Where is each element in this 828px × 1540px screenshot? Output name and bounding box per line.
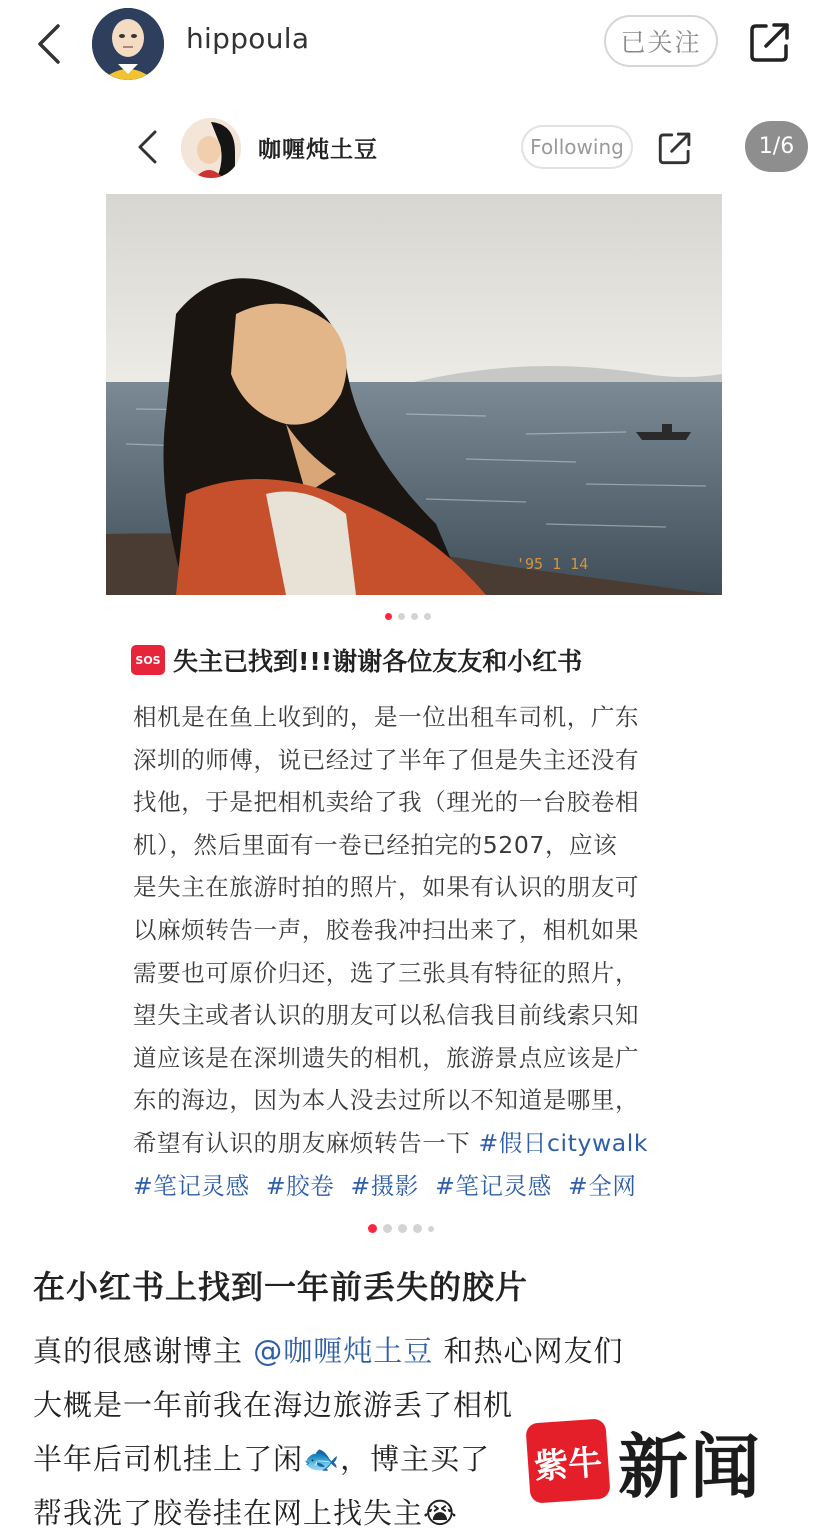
body-line: 相机是在鱼上收到的，是一位出租车司机，广东 xyxy=(133,703,640,731)
image-counter: 1/6 xyxy=(745,121,808,172)
share-button[interactable] xyxy=(748,20,792,64)
post-title: 在小红书上找到一年前丢失的胶片 xyxy=(33,1268,529,1306)
pagination-dot xyxy=(413,1224,422,1233)
embedded-share-button xyxy=(657,130,693,166)
pagination-dot xyxy=(368,1224,377,1233)
watermark-logo xyxy=(528,1418,820,1508)
avatar-image xyxy=(92,8,164,80)
follow-button[interactable]: 已关注 xyxy=(604,15,718,67)
pagination-dot xyxy=(424,613,431,620)
hashtag: #笔记灵感 xyxy=(435,1171,552,1200)
post-text: 和热心网友们 xyxy=(433,1334,624,1368)
post-text: 真的很感谢博主 xyxy=(33,1334,244,1368)
sos-icon: SOS xyxy=(131,645,165,675)
body-line: 道应该是在深圳遗失的相机，旅游景点应该是广 xyxy=(133,1043,640,1072)
post-line: 半年后司机挂上了闲🐟，博主买了 xyxy=(33,1442,491,1476)
embedded-follow-button: Following xyxy=(521,125,633,169)
pagination-dot xyxy=(383,1224,392,1233)
body-line: 是失主在旅游时拍的照片，如果有认识的朋友可 xyxy=(133,873,640,902)
body-line: 找他，于是把相机卖给了我（理光的一台胶卷相 xyxy=(133,788,640,817)
hashtag: #笔记灵感 xyxy=(133,1171,250,1200)
embedded-back-button xyxy=(135,128,159,166)
body-line: 东的海边，因为本人没去过所以不知道是哪里， xyxy=(133,1086,640,1115)
back-button[interactable] xyxy=(30,22,70,66)
pagination-dot xyxy=(398,1224,407,1233)
pagination-dot xyxy=(428,1226,434,1232)
hashtag: #胶卷 xyxy=(265,1171,335,1200)
avatar-image xyxy=(181,118,241,178)
embedded-username: 咖喱炖土豆 xyxy=(258,137,378,163)
hashtag: #全网 xyxy=(567,1171,637,1200)
avatar[interactable] xyxy=(92,8,164,80)
hashtag: #假日citywalk xyxy=(478,1128,649,1157)
share-icon xyxy=(657,130,693,166)
body-line: 需要也可原价归还，选了三张具有特征的照片， xyxy=(133,958,640,987)
post-line xyxy=(33,1324,823,1378)
username[interactable]: hippoula xyxy=(186,22,310,55)
body-line: 深圳的师傅，说已经过了半年了但是失主还没有 xyxy=(133,745,640,774)
post-pagination xyxy=(368,1224,434,1233)
chevron-left-icon xyxy=(30,22,70,66)
watermark-text: 新闻 xyxy=(618,1424,762,1508)
pagination-dot xyxy=(398,613,405,620)
pagination-dot xyxy=(411,613,418,620)
body-line: 望失主或者认识的朋友可以私信我目前线索只知 xyxy=(133,1001,640,1030)
post-photo[interactable] xyxy=(106,194,722,595)
photo-image xyxy=(106,194,722,595)
body-line: 希望有认识的朋友麻烦转告一下 xyxy=(133,1128,479,1157)
embedded-title-text: 失主已找到!!!谢谢各位友友和小红书 xyxy=(173,647,583,676)
hashtag: #摄影 xyxy=(350,1171,419,1200)
mention-link[interactable]: @咖喱炖土豆 xyxy=(253,1334,434,1368)
chevron-left-icon xyxy=(135,128,159,166)
brand-logo: 紫牛 xyxy=(525,1418,610,1503)
post-line: 帮我洗了胶卷挂在网上找失主😭 xyxy=(33,1496,458,1530)
image-pagination xyxy=(385,613,431,620)
embedded-note-title xyxy=(131,642,721,678)
post-line: 大概是一年前我在海边旅游丢了相机 xyxy=(33,1388,514,1422)
body-line-with-tag xyxy=(133,1122,703,1165)
share-icon xyxy=(748,20,792,64)
body-line: 机），然后里面有一卷已经拍完的5207，应该 xyxy=(133,830,618,859)
pagination-dot xyxy=(385,613,392,620)
embedded-avatar xyxy=(181,118,241,178)
embedded-note-body xyxy=(133,696,703,1207)
hashtag-row xyxy=(133,1165,703,1208)
photo-date-stamp: '95 1 14 xyxy=(516,555,589,573)
body-line: 以麻烦转告一声，胶卷我冲扫出来了，相机如果 xyxy=(133,915,640,944)
